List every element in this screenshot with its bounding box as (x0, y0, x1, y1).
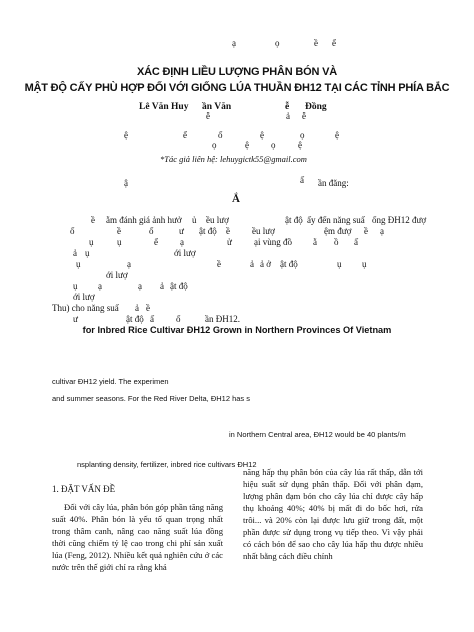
body-paragraph: năng hấp thụ phân bón của cây lúa rất thấp, dẫn tới hiệu suất sử dụng phân thấp. Đối với phân đạm, lượng phân đạm bón cho cây lúa chỉ được cây hấp thụ khoảng 40%; 40% bị mất đi do bốc hơi, rửa trôi... và 20% còn lại được lưu giữ trong đất, một phần được sử dụng trong vụ tiếp theo. Vì vậy phải có cách bón để sao cho cây lúa hấp thu được nhiều nhất bằng cách điều chỉnh (243, 467, 423, 561)
abstract-fragment: ới lượ (73, 292, 95, 302)
header-fragment: ọ (275, 38, 280, 48)
abstract-fragment: ụ (362, 259, 367, 269)
header-fragment: ể (332, 38, 336, 48)
abstract-fragment: ồ (334, 237, 339, 247)
paper-title-line2: MẬT ĐỘ CẤY PHÙ HỢP ĐỐI VỚI GIỐNG LÚA THUẦN ĐH12 TẠI CÁC TỈNH PHÍA BẮC (24, 82, 450, 94)
abstract-fragment: ấ (150, 314, 154, 324)
abstract-fragment: ấ (354, 237, 358, 247)
abstract-fragment: ằ (313, 237, 317, 247)
abstract-fragment: ề (217, 259, 221, 269)
abstract-fragment: ật độ (170, 281, 188, 291)
abstract-fragment: ạ (127, 259, 131, 269)
author-name: ễ (285, 102, 290, 112)
abstract-fragment: ề (226, 226, 230, 236)
abstract-fragment: ể (154, 237, 158, 247)
abstract-fragment: ật độ (126, 314, 144, 324)
abstract-fragment: ới lượ (106, 270, 128, 280)
english-title: for Inbred Rice Cultivar ĐH12 Grown in Northern Provinces Of Vietnam (82, 325, 392, 335)
abstract-fragment: ư (73, 314, 78, 324)
abstract-fragment: ả (73, 248, 77, 258)
body-column-right (243, 466, 423, 562)
section-heading: 1. ĐẶT VẤN ĐỀ (52, 484, 116, 494)
abstract-fragment: ụ (89, 237, 94, 247)
abstract-fragment: Thu) cho năng suấ (52, 303, 119, 313)
abstract-fragment: ố (149, 226, 154, 236)
english-abstract-line: and summer seasons. For the Red River Delta, ĐH12 has s (52, 394, 250, 403)
abstract-fragment: ằm đánh giá ảnh hưở (106, 215, 182, 225)
affiliation-fragment: ố (218, 130, 223, 140)
abstract-fragment: ề (364, 226, 368, 236)
abstract-fragment: ạ (138, 281, 142, 291)
abstract-fragment: ả ở (260, 259, 272, 269)
keywords-line: nsplanting density, fertilizer, inbred rice cultivars ĐH12 (77, 460, 257, 469)
abstract-fragment: ề (117, 226, 121, 236)
affiliation-fragment: ọ (271, 140, 276, 150)
abstract-fragment: ại vùng đồ (254, 237, 292, 247)
abstract-fragment: ư (179, 226, 184, 236)
abstract-fragment: ật độ (285, 215, 303, 225)
corresponding-author (160, 154, 307, 164)
abstract-fragment: ử (227, 237, 232, 247)
author-name: Lê Văn Huy (139, 102, 189, 112)
corresponding-label: Tác giả liên hệ: (164, 154, 220, 164)
abstract-fragment: ề (146, 303, 150, 313)
abstract-fragment: ụ (73, 281, 78, 291)
abstract-fragment: ụ (76, 259, 81, 269)
corresponding-marker: * (160, 154, 165, 164)
affiliation-fragment: ọ (300, 130, 305, 140)
affiliation-fragment: ệ (335, 130, 339, 140)
abstract-fragment: ấy đến năng suấ (307, 215, 365, 225)
affiliation-fragment: ệ (245, 140, 249, 150)
abstract-fragment: ụ (85, 248, 90, 258)
abstract-fragment: ả (135, 303, 139, 313)
body-paragraph: Đối với cây lúa, phân bón góp phần tăng năng suất 40%. Phân bón là yếu tố quan trọng nhất trong thâm canh, nâng cao năng suất lúa đồng thời cũng chiếm tỷ lệ cao trong chi phí sản xuất lúa (Feng, 2012). Nhiều kết quả nghiên cứu ở các nước trên thế giới chỉ ra rằng khả (52, 502, 223, 572)
abstract-fragment: ới lượ (174, 248, 196, 258)
accepted-mark: ấ (300, 175, 304, 185)
abstract-fragment: ệm đượ (324, 226, 352, 236)
abstract-fragment: ố (70, 226, 75, 236)
affiliation-fragment: ọ (212, 140, 217, 150)
abstract-fragment: ần ĐH12. (205, 314, 240, 324)
english-abstract-line: in Northern Central area, ĐH12 would be 40 plants/m (229, 430, 406, 439)
author-name: ần Văn (202, 102, 232, 112)
accepted-date: ần đăng: (318, 178, 349, 188)
header-fragment: ạ (232, 38, 236, 48)
english-abstract-line: cultivar ĐH12 yield. The experimen (52, 377, 169, 386)
author-name: Đồng (305, 102, 327, 112)
affiliation-fragment: ệ (298, 140, 302, 150)
author-superscript: ả (286, 111, 290, 121)
abstract-fragment: ật độ (199, 226, 217, 236)
body-column-left (52, 483, 223, 573)
abstract-fragment: ả (250, 259, 254, 269)
affiliation-fragment: ể (183, 130, 187, 140)
abstract-fragment: ạ (180, 237, 184, 247)
abstract-fragment: ều lượ (206, 215, 229, 225)
affiliation-fragment: ệ (260, 130, 264, 140)
abstract-fragment: ố (176, 314, 181, 324)
abstract-fragment: ụ (117, 237, 122, 247)
abstract-fragment: ống ĐH12 đượ (372, 215, 427, 225)
author-superscript: ễ (302, 111, 306, 121)
abstract-fragment: ật độ (280, 259, 298, 269)
abstract-fragment: ủ (192, 215, 197, 225)
received-date: ậ (124, 178, 128, 188)
header-fragment: ề (314, 38, 318, 48)
paper-title-line1: XÁC ĐỊNH LIỀU LƯỢNG PHÂN BÓN VÀ (137, 66, 337, 78)
abstract-fragment: ụ (337, 259, 342, 269)
abstract-fragment: ả (160, 281, 164, 291)
abstract-fragment: ạ (98, 281, 102, 291)
corresponding-email: lehuygictk55@gmail.com (219, 154, 307, 164)
abstract-fragment: ề (91, 215, 95, 225)
abstract-fragment: ạ (380, 226, 384, 236)
abstract-heading: Ắ (232, 193, 240, 205)
affiliation-fragment: ệ (124, 130, 128, 140)
abstract-fragment: ều lượ (252, 226, 275, 236)
author-superscript: ễ (206, 111, 210, 121)
